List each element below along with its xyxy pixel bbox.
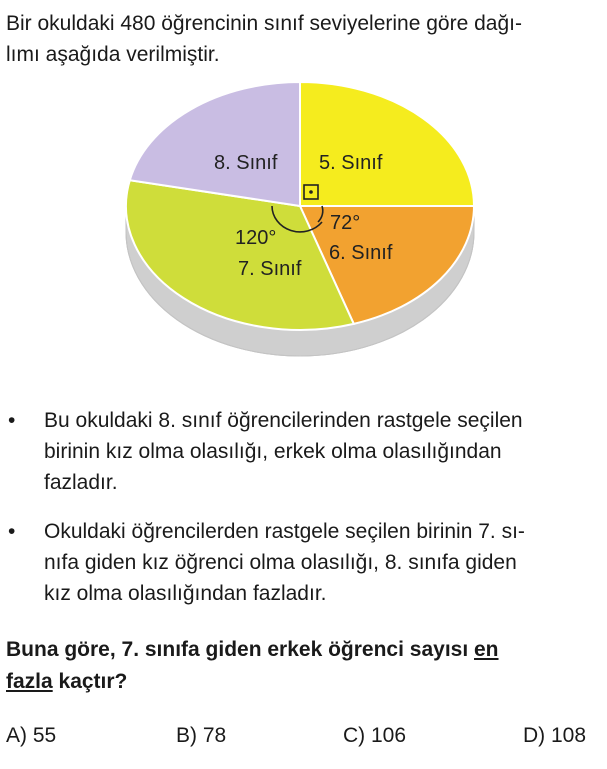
question-text <box>6 634 598 698</box>
option-c[interactable]: C) 106 <box>343 724 407 747</box>
question-part-2: kaçtır? <box>52 670 128 693</box>
bullet-2-line-2: nıfa giden kız öğrenci olma olasılığı, 8. sınıfa giden <box>44 551 517 574</box>
angle-label-72: 72° <box>330 212 361 234</box>
question-underline-2: fazla <box>6 670 53 693</box>
bullet-1-line-1: Bu okuldaki 8. sınıf öğrencilerinden rastgele seçilen <box>44 409 523 432</box>
bullet-1-line-3: fazladır. <box>44 471 118 494</box>
option-a[interactable]: A) 55 <box>6 724 57 747</box>
bullet-1-line-2: birinin kız olma olasılığı, erkek olma olasılığından <box>44 440 502 463</box>
angle-label-120: 120° <box>235 227 277 249</box>
slice-label-5: 5. Sınıf <box>319 152 383 174</box>
question-underline-1: en <box>474 638 499 661</box>
bullet-2-line-1: Okuldaki öğrencilerden rastgele seçilen birinin 7. sı- <box>44 520 525 543</box>
slice-label-8: 8. Sınıf <box>214 152 278 174</box>
right-angle-dot <box>309 190 313 194</box>
option-d[interactable]: D) 108 <box>523 724 587 747</box>
bullet-text-1 <box>44 405 596 498</box>
intro-line-2: lımı aşağıda verilmiştir. <box>6 43 220 66</box>
bullet-marker-2: • <box>8 520 16 543</box>
option-b[interactable]: B) 78 <box>176 724 227 747</box>
question-part-1: Buna göre, 7. sınıfa giden erkek öğrenci sayısı <box>6 638 474 661</box>
intro-line-1: Bir okuldaki 480 öğrencinin sınıf seviyelerine göre dağı- <box>6 12 522 35</box>
bullet-marker-1: • <box>8 409 16 432</box>
slice-label-6: 6. Sınıf <box>329 242 393 264</box>
bullet-text-2 <box>44 516 596 609</box>
pie-slices <box>126 82 474 330</box>
pie-slice-5 <box>300 82 474 206</box>
bullet-2-line-3: kız olma olasılığından fazladır. <box>44 582 327 605</box>
slice-label-7: 7. Sınıf <box>238 258 302 280</box>
